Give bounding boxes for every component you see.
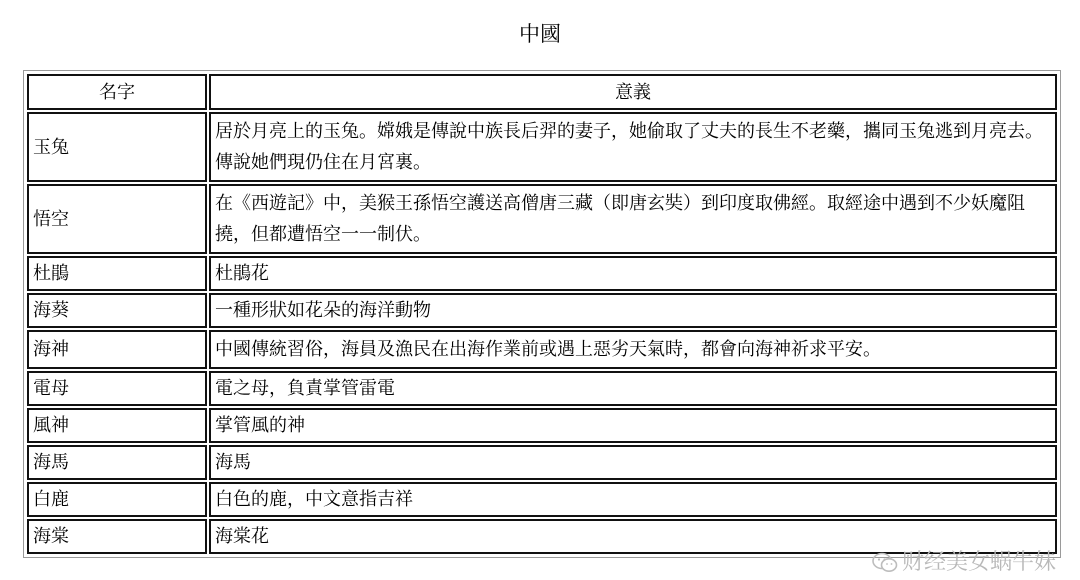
row-name: 海棠	[27, 519, 207, 554]
row-name: 海馬	[27, 445, 207, 480]
table-row	[27, 112, 1057, 182]
names-table	[25, 72, 1059, 556]
names-table-frame	[23, 70, 1061, 558]
row-meaning: 杜鵑花	[209, 256, 1057, 291]
row-name: 白鹿	[27, 482, 207, 517]
table-row	[27, 371, 1057, 406]
table-row	[27, 445, 1057, 480]
watermark	[872, 545, 1056, 576]
table-row	[27, 408, 1057, 443]
row-meaning: 電之母，負責掌管雷電	[209, 371, 1057, 406]
header-meaning: 意義	[209, 74, 1057, 110]
header-name: 名字	[27, 74, 207, 110]
table-row	[27, 256, 1057, 291]
row-meaning: 掌管風的神	[209, 408, 1057, 443]
row-name: 海葵	[27, 293, 207, 328]
row-meaning: 中國傳統習俗，海員及漁民在出海作業前或遇上惡劣天氣時，都會向海神祈求平安。	[209, 330, 1057, 369]
row-name: 電母	[27, 371, 207, 406]
table-row	[27, 184, 1057, 254]
wechat-icon	[872, 552, 898, 574]
table-row	[27, 293, 1057, 328]
table-row	[27, 330, 1057, 369]
row-name: 悟空	[27, 184, 207, 254]
row-name: 杜鵑	[27, 256, 207, 291]
watermark-text: 财经美女蜗牛妹	[901, 550, 1056, 575]
row-meaning: 白色的鹿，中文意指吉祥	[209, 482, 1057, 517]
row-meaning: 一種形狀如花朵的海洋動物	[209, 293, 1057, 328]
row-meaning: 海棠花	[209, 519, 1057, 554]
row-meaning: 在《西遊記》中，美猴王孫悟空護送高僧唐三藏（即唐玄奘）到印度取佛經。取經途中遇到不少妖魔阻撓，但都遭悟空一一制伏。	[209, 184, 1057, 254]
page-title: 中國	[519, 22, 561, 46]
row-name: 風神	[27, 408, 207, 443]
row-name: 玉兔	[27, 112, 207, 182]
table-header-row	[27, 74, 1057, 110]
row-name: 海神	[27, 330, 207, 369]
row-meaning: 海馬	[209, 445, 1057, 480]
row-meaning: 居於月亮上的玉兔。嫦娥是傳說中族長后羿的妻子，她偷取了丈夫的長生不老藥，攜同玉兔逃到月亮去。傳說她們現仍住在月宮裏。	[209, 112, 1057, 182]
table-row	[27, 482, 1057, 517]
